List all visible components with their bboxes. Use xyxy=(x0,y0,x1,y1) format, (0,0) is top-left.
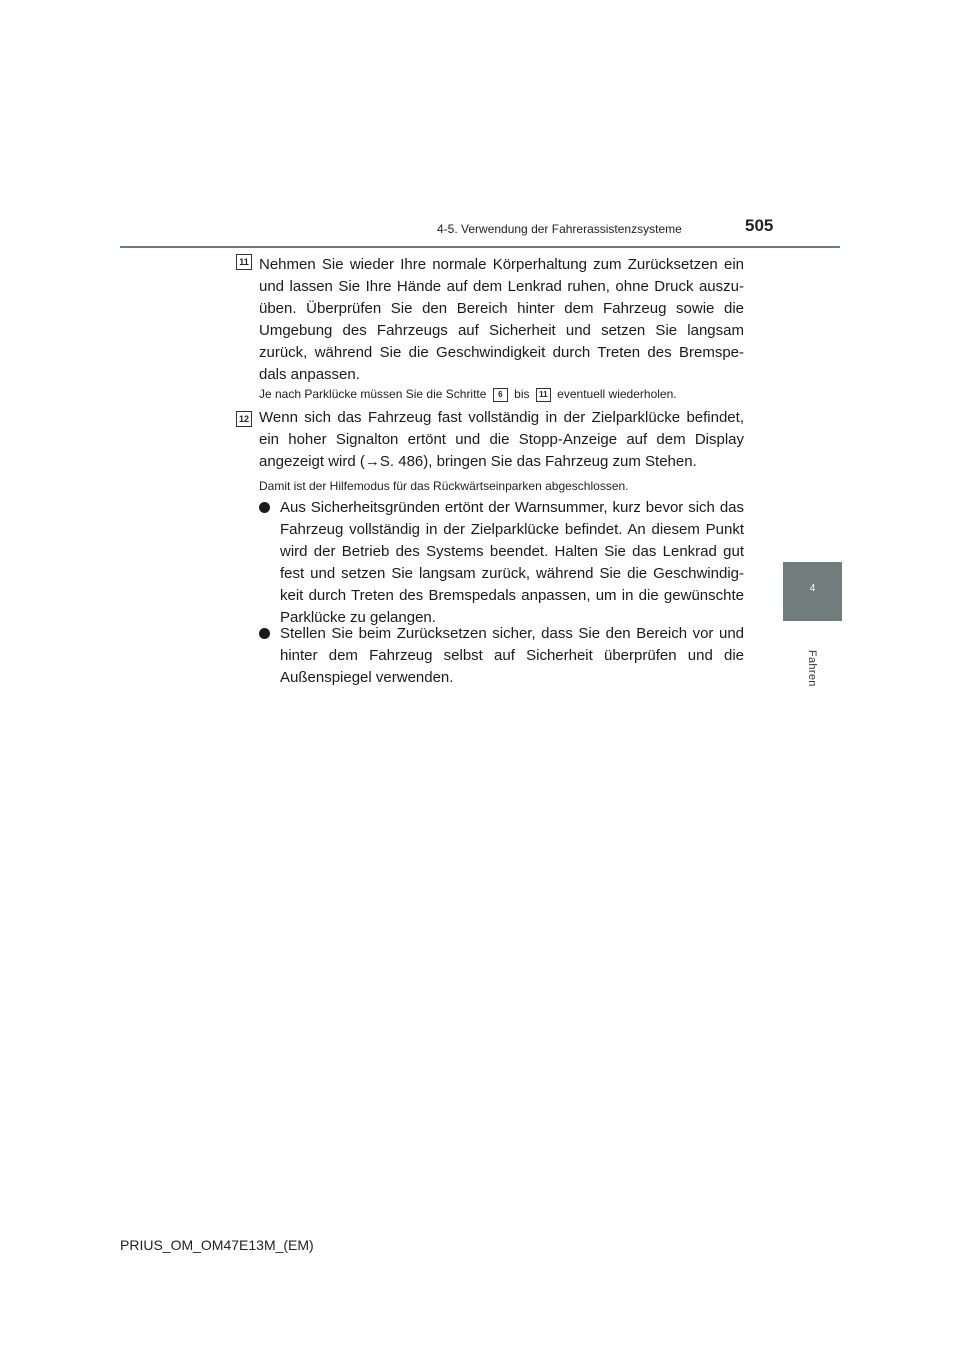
note-repeat-prefix: Je nach Parklücke müssen Sie die Schritte xyxy=(259,387,487,401)
section-title: 4-5. Verwendung der Fahrerassistenzsysteme xyxy=(437,222,682,236)
page-header xyxy=(120,210,840,248)
bullet-item xyxy=(259,623,744,689)
note-repeat-steps xyxy=(259,386,744,402)
bullet-text: Aus Sicherheitsgründen ertönt der Warnsummer, kurz bevor sich das Fahrzeug vollständig in der Zielparklücke befindet. An diesem Punkt wird der Betrieb des Systems beendet. Halten Sie das Lenkrad gut fest und setzen Sie langsam zurück, während Sie die Geschwindig- keit durch Treten des Bremspedals anpassen, um in die gewünschte Parklücke zu gelangen. xyxy=(280,499,744,626)
chapter-tab-number: 4 xyxy=(809,583,816,594)
note-mode-complete: Damit ist der Hilfemodus für das Rückwärtseinparken abgeschlossen. xyxy=(259,479,629,493)
chapter-tab-label: Fahren xyxy=(806,650,818,687)
step-badge-11: 11 xyxy=(236,254,252,270)
note-repeat-middle: bis xyxy=(514,387,530,401)
step-badge-12: 12 xyxy=(236,411,252,427)
step-11-text: Nehmen Sie wieder Ihre normale Körperhaltung zum Zurücksetzen ein und lassen Sie Ihre Hände auf dem Lenkrad ruhen, ohne Druck auszu- üben. Überprüfen Sie den Bereich hinter dem Fahrzeug sowie die Umgebung des Fahrzeugs auf Sicherheit und setzen Sie langsam zurück, während Sie die Geschwindigkeit durch Treten des Bremspe- dals anpassen. xyxy=(259,256,744,383)
chapter-tab[interactable] xyxy=(783,562,842,621)
bullet-icon xyxy=(259,628,270,639)
bullet-text: Stellen Sie beim Zurücksetzen sicher, dass Sie den Bereich vor und hinter dem Fahrzeug selbst auf Sicherheit überprüfen und die Außenspiegel verwenden. xyxy=(280,625,744,686)
step-12-text: Wenn sich das Fahrzeug fast vollständig in der Zielparklücke befindet, ein hoher Signalton ertönt und die Stopp-Anzeige auf dem Display angezeigt wird (→S. 486), bringen Sie das Fahrzeug zum Stehen. xyxy=(259,409,744,470)
page-number: 505 xyxy=(745,216,774,235)
note-repeat-suffix: eventuell wiederholen. xyxy=(557,387,677,401)
step-ref-badge-6: 6 xyxy=(493,388,508,402)
document-code: PRIUS_OM_OM47E13M_(EM) xyxy=(120,1237,314,1253)
bullet-item xyxy=(259,497,744,629)
step-ref-badge-11: 11 xyxy=(536,388,551,402)
bullet-icon xyxy=(259,502,270,513)
